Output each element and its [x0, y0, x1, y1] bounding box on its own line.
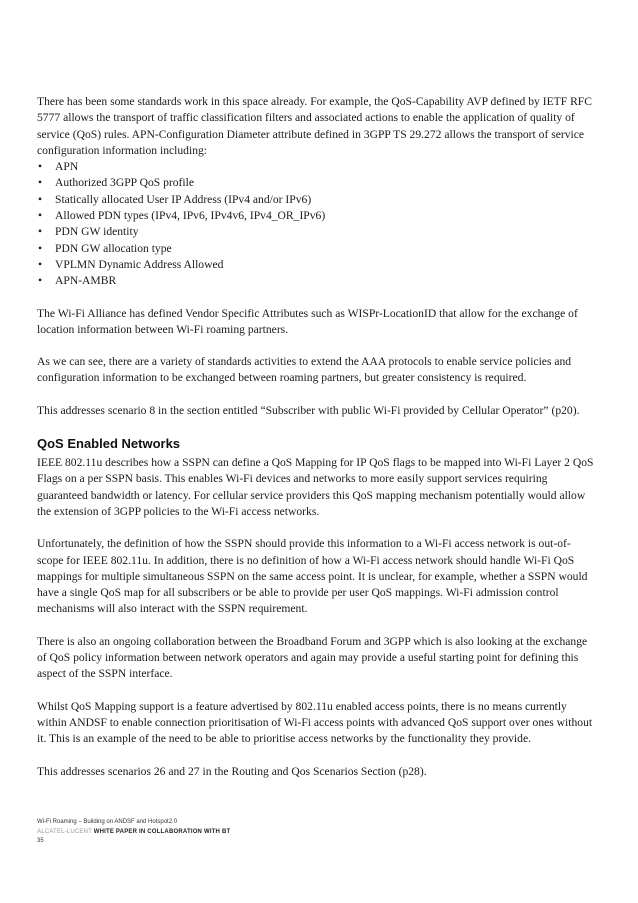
- list-item: • APN: [37, 159, 597, 175]
- paragraph-wifi-alliance: The Wi-Fi Alliance has defined Vendor Specific Attributes such as WISPr-LocationID that allow for the exchange of location information between Wi-Fi roaming partners.: [37, 306, 578, 336]
- footer-brand: ALCATEL-LUCENT: [37, 828, 93, 835]
- list-item: • Statically allocated User IP Address (IPv4 and/or IPv6): [37, 192, 597, 208]
- service-configuration-list: [37, 159, 597, 289]
- bullet-icon: •: [38, 241, 43, 255]
- footer-title: Wi-Fi Roaming – Building on ANDSF and Hotspot2.0: [37, 819, 178, 825]
- bullet-icon: •: [38, 225, 43, 239]
- paragraph-scenario-8: This addresses scenario 8 in the section entitled “Subscriber with public Wi-Fi provided by Cellular Operator” (p20).: [37, 403, 580, 417]
- paragraph-sspn-definition: Unfortunately, the definition of how the SSPN should provide this information to a Wi-Fi access network is out-of-scope for IEEE 802.11u. In addition, there is no definition of how a Wi-Fi access network should handle Wi-Fi QoS mappings for multiple simultaneous SSPN on the same access point. It is unclear, for example, whether a SSPN would have a single QoS map for all subscribers or be able to provide per user QoS mappings. Wi-Fi admission control mechanisms will also interact with the SSPN requirement.: [37, 537, 588, 616]
- paragraph-aaa-protocols: As we can see, there are a variety of standards activities to extend the AAA protocols to enable service policies and configuration information to be exchanged between roaming partners, but greater consistency is required.: [37, 355, 572, 385]
- list-item: • PDN GW allocation type: [37, 241, 597, 257]
- list-item: • Authorized 3GPP QoS profile: [37, 175, 597, 191]
- page-footer: [37, 818, 230, 847]
- page-number: 35: [37, 838, 44, 844]
- list-item: • APN-AMBR: [37, 273, 597, 289]
- section-heading-qos-enabled-networks: QoS Enabled Networks: [37, 436, 181, 452]
- bullet-icon: •: [38, 192, 43, 206]
- paragraph-qos-capability: There has been some standards work in this space already. For example, the QoS-Capability AVP defined by IETF RFC 5777 allows the transport of traffic classification filters and associated actions to enable the application of quality of service (QoS) rules. APN-Configuration Diameter attribute defined in 3GPP TS 29.272 allows the transport of service configuration information including:: [37, 95, 592, 157]
- paragraph-qos-mapping-support: Whilst QoS Mapping support is a feature advertised by 802.11u enabled access points, there is no means currently within ANDSF to enable connection prioritisation of Wi-Fi access points with advanced QoS support over ones without it. This is an example of the need to be able to prioritise access networks by the functionality they provide.: [37, 699, 593, 746]
- bullet-icon: •: [38, 274, 43, 288]
- paragraph-scenarios-26-27: This addresses scenarios 26 and 27 in the Routing and Qos Scenarios Section (p28).: [37, 764, 427, 778]
- list-item: • VPLMN Dynamic Address Allowed: [37, 257, 597, 273]
- list-item: • PDN GW identity: [37, 224, 597, 240]
- bullet-icon: •: [38, 176, 43, 190]
- paragraph-ieee-80211u: IEEE 802.11u describes how a SSPN can define a QoS Mapping for IP QoS flags to be mapped into Wi-Fi Layer 2 QoS Flags on a per SSPN basis. This enables Wi-Fi devices and networks to more easily support services requiring guaranteed bandwidth or latency. For cellular service providers this QoS mapping mechanism potentially would allow the extension of 3GPP policies to the Wi-Fi access networks.: [37, 456, 594, 518]
- document-body: [37, 94, 597, 796]
- bullet-icon: •: [38, 209, 43, 223]
- footer-subtitle: WHITE PAPER IN COLLABORATION WITH BT: [93, 828, 231, 835]
- bullet-icon: •: [38, 160, 43, 174]
- bullet-icon: •: [38, 257, 43, 271]
- footer-subtitle-line: [37, 828, 230, 838]
- list-item: • Allowed PDN types (IPv4, IPv6, IPv4v6, IPv4_OR_IPv6): [37, 208, 597, 224]
- paragraph-broadband-forum: There is also an ongoing collaboration between the Broadband Forum and 3GPP which is also looking at the exchange of QoS policy information between network operators and again may provide a useful starting point for defining this aspect of the SSPN interface.: [37, 634, 588, 681]
